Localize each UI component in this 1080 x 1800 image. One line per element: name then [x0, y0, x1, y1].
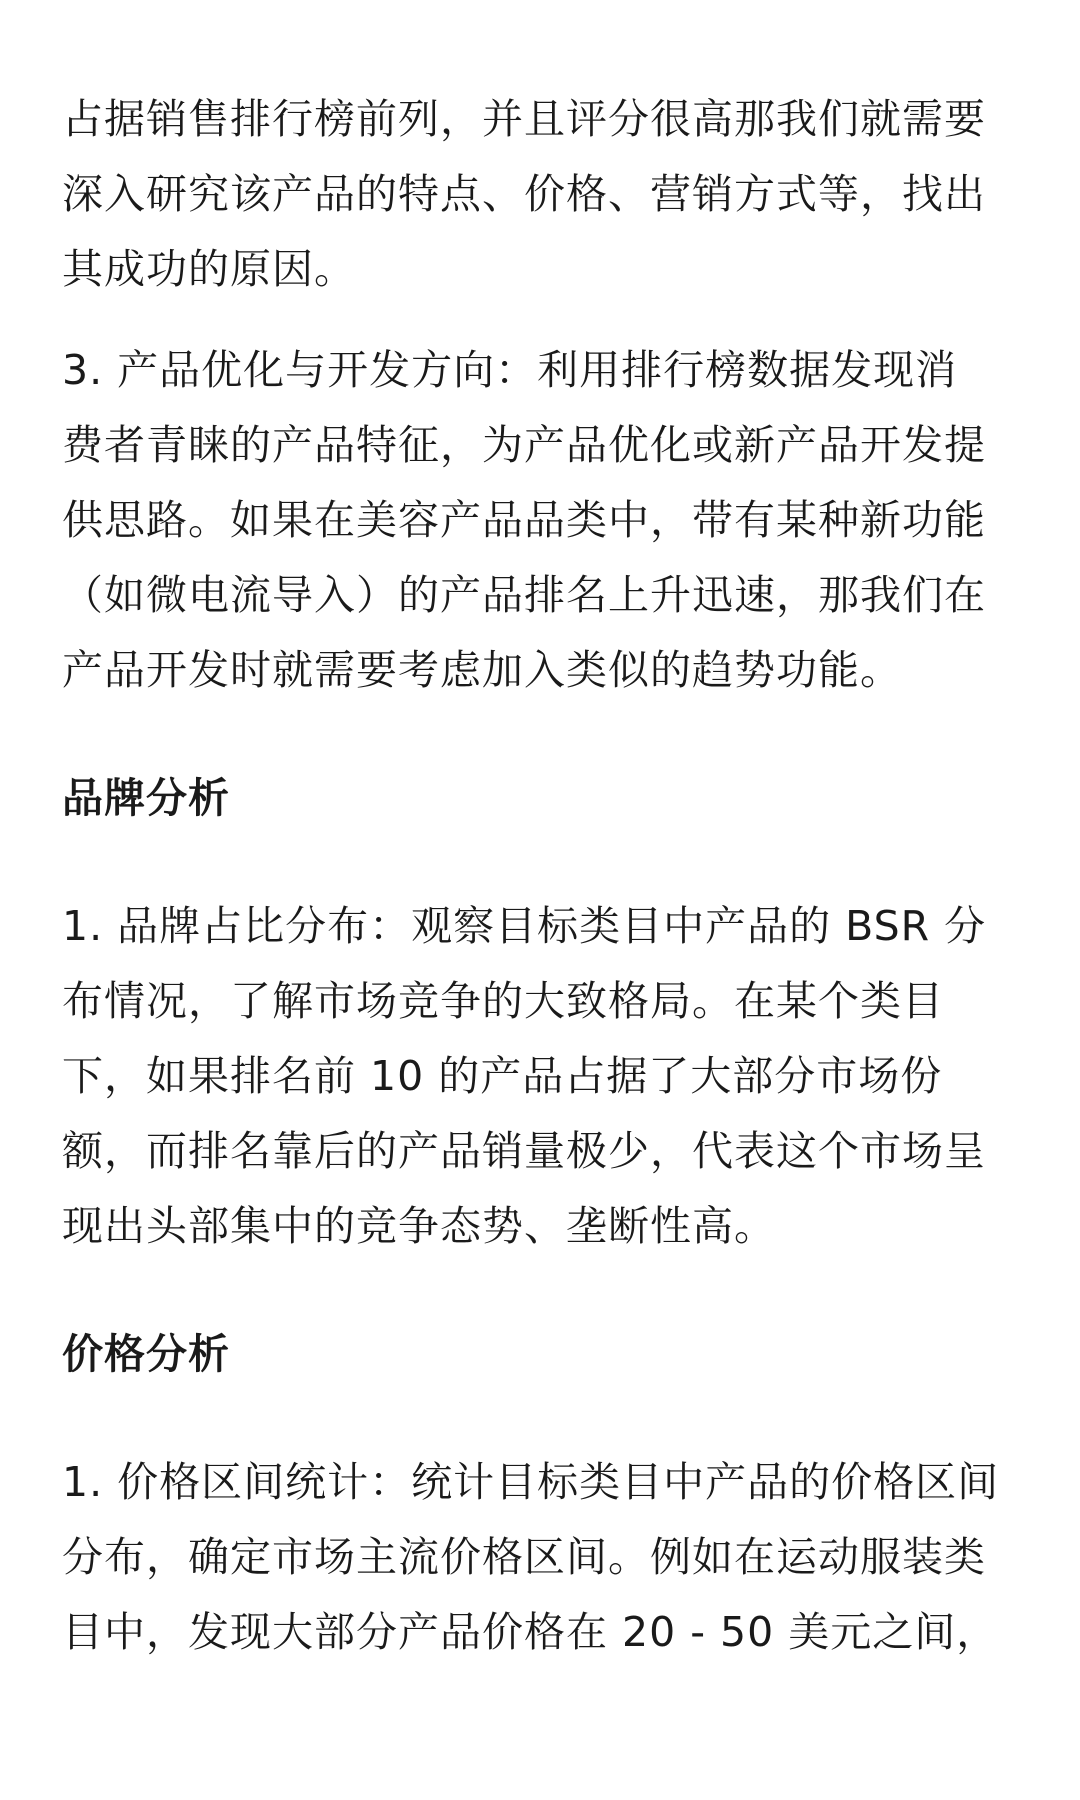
text-line: 费者青睐的产品特征，为产品优化或新产品开发提	[62, 421, 986, 469]
paragraph-product-optimization	[62, 333, 1026, 708]
section-heading-price-analysis: 价格分析	[62, 1330, 230, 1378]
text-line: 其成功的原因。	[62, 245, 356, 293]
text-line: 供思路。如果在美容产品品类中，带有某种新功能	[62, 496, 986, 544]
text-line: 现出头部集中的竞争态势、垄断性高。	[62, 1202, 776, 1250]
spacer	[62, 708, 1026, 761]
text-line: 占据销售排行榜前列，并且评分很高那我们就需要	[62, 95, 986, 143]
spacer	[62, 307, 1026, 333]
text-line: 目中，发现大部分产品价格在 20 - 50 美元之间，	[62, 1608, 999, 1656]
text-line: （如微电流导入）的产品排名上升迅速，那我们在	[62, 571, 986, 619]
text-line: 1. 价格区间统计：统计目标类目中产品的价格区间	[62, 1458, 1000, 1506]
text-line: 布情况，了解市场竞争的大致格局。在某个类目	[62, 977, 944, 1025]
section-heading-brand-analysis: 品牌分析	[62, 774, 230, 822]
text-line: 3. 产品优化与开发方向：利用排行榜数据发现消	[62, 346, 958, 394]
paragraph-price-range	[62, 1445, 1026, 1670]
paragraph-brand-share	[62, 889, 1026, 1264]
text-line: 下，如果排名前 10 的产品占据了大部分市场份	[62, 1052, 943, 1100]
spacer	[62, 836, 1026, 889]
text-line: 额，而排名靠后的产品销量极少，代表这个市场呈	[62, 1127, 986, 1175]
article-body	[62, 82, 1026, 1670]
text-line: 产品开发时就需要考虑加入类似的趋势功能。	[62, 646, 902, 694]
paragraph-best-seller-research	[62, 82, 1026, 307]
text-line: 1. 品牌占比分布：观察目标类目中产品的 BSR 分	[62, 902, 987, 950]
spacer	[62, 1264, 1026, 1317]
spacer	[62, 1392, 1026, 1445]
text-line: 分布，确定市场主流价格区间。例如在运动服装类	[62, 1533, 986, 1581]
text-line: 深入研究该产品的特点、价格、营销方式等，找出	[62, 170, 986, 218]
